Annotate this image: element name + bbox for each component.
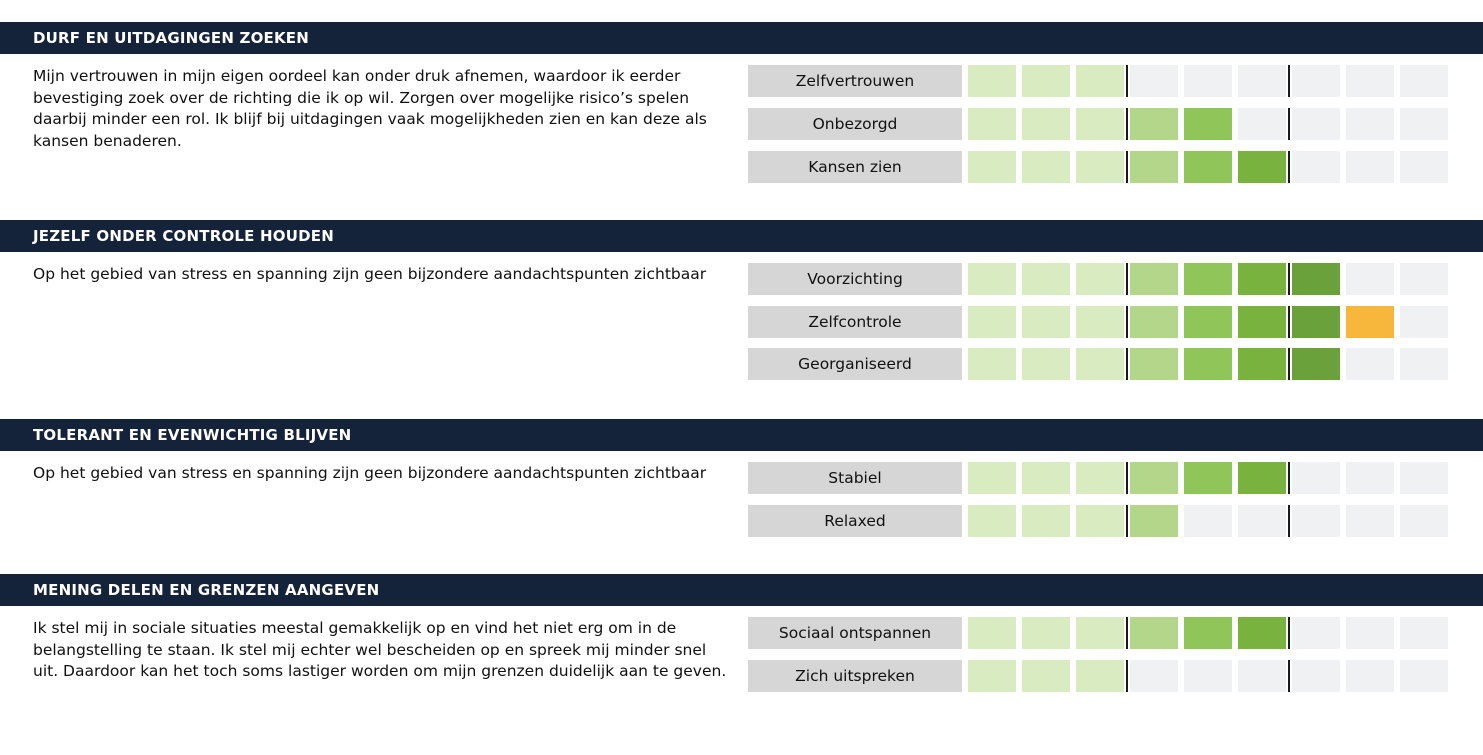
scale-cell <box>1076 108 1124 140</box>
scale-divider <box>1126 660 1128 692</box>
scale-cell <box>1400 660 1448 692</box>
scale-cell <box>968 108 1016 140</box>
scale-row <box>748 348 1450 380</box>
scale-divider <box>1288 151 1290 183</box>
scale-divider <box>1126 263 1128 295</box>
section-tolerant <box>0 419 1483 569</box>
scale-cell <box>1238 348 1286 380</box>
section-header <box>0 419 1483 451</box>
scale-cell <box>1022 65 1070 97</box>
section-title: TOLERANT EN EVENWICHTIG BLIJVEN <box>33 426 352 444</box>
scale-cell <box>968 65 1016 97</box>
scale-cell <box>1346 306 1394 338</box>
scale-row <box>748 505 1450 537</box>
scale-label: Zich uitspreken <box>748 660 962 692</box>
scale-cell <box>1184 348 1232 380</box>
scale-cell <box>1184 263 1232 295</box>
scale-cell <box>1184 660 1232 692</box>
scale-divider <box>1288 306 1290 338</box>
scale-cell <box>1292 348 1340 380</box>
scale-row <box>748 306 1450 338</box>
scale-divider <box>1126 348 1128 380</box>
scale-cell <box>1238 617 1286 649</box>
scale-divider <box>1126 505 1128 537</box>
scale-cell <box>1022 505 1070 537</box>
scale-cell <box>1346 617 1394 649</box>
scale-cell <box>1130 108 1178 140</box>
scale-cell <box>968 263 1016 295</box>
scale-cell <box>1346 151 1394 183</box>
scale-cell <box>1022 108 1070 140</box>
scale-cell <box>1292 108 1340 140</box>
scale-cell <box>968 505 1016 537</box>
scale-label: Georganiseerd <box>748 348 962 380</box>
scale-row <box>748 65 1450 97</box>
scale-cell <box>968 617 1016 649</box>
scale-cell <box>1400 505 1448 537</box>
scale-cell <box>1238 505 1286 537</box>
scale-label: Voorzichting <box>748 263 962 295</box>
section-description: Op het gebied van stress en spanning zijn geen bijzondere aandachtspunten zichtbaar <box>33 265 707 283</box>
scale-cell <box>968 348 1016 380</box>
scale-cell <box>1184 151 1232 183</box>
scale-divider <box>1126 462 1128 494</box>
scale-cell <box>1076 65 1124 97</box>
scale-cell <box>1400 108 1448 140</box>
scale-cell <box>1238 151 1286 183</box>
scale-row <box>748 660 1450 692</box>
scale-cell <box>1184 617 1232 649</box>
scale-divider <box>1288 348 1290 380</box>
scale-cell <box>1022 348 1070 380</box>
scale-cell <box>1184 108 1232 140</box>
section-mening <box>0 574 1483 744</box>
scale-cell <box>1130 505 1178 537</box>
scale-label: Relaxed <box>748 505 962 537</box>
scale-cell <box>1346 263 1394 295</box>
scale-label: Zelfvertrouwen <box>748 65 962 97</box>
scale-cell <box>1400 263 1448 295</box>
scale-label: Stabiel <box>748 462 962 494</box>
scale-cell <box>1130 462 1178 494</box>
scale-divider <box>1126 65 1128 97</box>
scale-divider <box>1288 263 1290 295</box>
scale-cell <box>1076 660 1124 692</box>
scale-cell <box>1238 660 1286 692</box>
scale-cell <box>1022 660 1070 692</box>
scale-cell <box>1346 65 1394 97</box>
scale-cell <box>1346 505 1394 537</box>
scale-cell <box>968 462 1016 494</box>
scale-cell <box>1292 151 1340 183</box>
scale-cell <box>1022 462 1070 494</box>
scale-cell <box>1292 263 1340 295</box>
scale-cell <box>1238 108 1286 140</box>
scale-row <box>748 151 1450 183</box>
scale-cell <box>968 151 1016 183</box>
scale-cell <box>1076 151 1124 183</box>
scale-divider <box>1288 617 1290 649</box>
scale-cell <box>1292 65 1340 97</box>
scale-label: Zelfcontrole <box>748 306 962 338</box>
scale-cell <box>1184 462 1232 494</box>
scale-cell <box>1400 306 1448 338</box>
scale-cell <box>968 306 1016 338</box>
section-title: JEZELF ONDER CONTROLE HOUDEN <box>33 227 334 245</box>
scale-cell <box>1238 462 1286 494</box>
scale-label: Onbezorgd <box>748 108 962 140</box>
scale-cell <box>1130 263 1178 295</box>
scale-cell <box>1238 306 1286 338</box>
scale-cell <box>1238 263 1286 295</box>
scale-cell <box>1130 151 1178 183</box>
scale-cell <box>1400 617 1448 649</box>
scale-cell <box>1292 617 1340 649</box>
section-header <box>0 574 1483 606</box>
scale-cell <box>1346 462 1394 494</box>
section-description: Mijn vertrouwen in mijn eigen oordeel kan onder druk afnemen, waardoor ik eerder bevestiging zoek over de richting die ik op wil. Zorgen over mogelijke risico’s spelen daarbij minder een rol. Ik blijf bij uitdagingen vaak mogelijkheden zien en kan deze als kansen benaderen. <box>33 67 707 150</box>
scale-row <box>748 108 1450 140</box>
section-header <box>0 220 1483 252</box>
scale-cell <box>1130 348 1178 380</box>
scale-cell <box>1346 660 1394 692</box>
scale-cell <box>1184 65 1232 97</box>
scale-cell <box>1130 306 1178 338</box>
scale-cell <box>1022 617 1070 649</box>
scale-cell <box>1292 660 1340 692</box>
scale-divider <box>1126 151 1128 183</box>
scale-row <box>748 617 1450 649</box>
scale-divider <box>1288 660 1290 692</box>
scale-divider <box>1126 108 1128 140</box>
scale-cell <box>1022 263 1070 295</box>
scale-cell <box>1238 65 1286 97</box>
scale-cell <box>1076 263 1124 295</box>
section-title: DURF EN UITDAGINGEN ZOEKEN <box>33 29 310 47</box>
scale-cell <box>968 660 1016 692</box>
section-durf <box>0 22 1483 212</box>
section-controle <box>0 220 1483 410</box>
scale-cell <box>1130 660 1178 692</box>
scale-row <box>748 462 1450 494</box>
scale-divider <box>1288 505 1290 537</box>
scale-cell <box>1076 306 1124 338</box>
scale-cell <box>1292 462 1340 494</box>
section-header <box>0 22 1483 54</box>
scale-cell <box>1292 306 1340 338</box>
section-description: Op het gebied van stress en spanning zijn geen bijzondere aandachtspunten zichtbaar <box>33 464 707 482</box>
scale-divider <box>1288 65 1290 97</box>
scale-cell <box>1184 306 1232 338</box>
scale-divider <box>1288 108 1290 140</box>
scale-cell <box>1400 65 1448 97</box>
section-description: Ik stel mij in sociale situaties meestal gemakkelijk op en vind het niet erg om in de belangstelling te staan. Ik stel mij echter wel bescheiden op en spreek mij minder snel uit. Daardoor kan het toch soms lastiger worden om mijn grenzen duidelijk aan te geven. <box>33 619 727 680</box>
scale-cell <box>1400 462 1448 494</box>
scale-cell <box>1400 151 1448 183</box>
scale-divider <box>1126 617 1128 649</box>
scale-cell <box>1076 505 1124 537</box>
scale-cell <box>1400 348 1448 380</box>
scale-label: Kansen zien <box>748 151 962 183</box>
scale-row <box>748 263 1450 295</box>
section-title: MENING DELEN EN GRENZEN AANGEVEN <box>33 581 380 599</box>
scale-cell <box>1184 505 1232 537</box>
scale-cell <box>1076 617 1124 649</box>
scale-cell <box>1292 505 1340 537</box>
scale-cell <box>1346 348 1394 380</box>
scale-divider <box>1288 462 1290 494</box>
scale-cell <box>1076 348 1124 380</box>
scale-cell <box>1022 306 1070 338</box>
scale-divider <box>1126 306 1128 338</box>
scale-cell <box>1022 151 1070 183</box>
scale-cell <box>1076 462 1124 494</box>
scale-label: Sociaal ontspannen <box>748 617 962 649</box>
scale-cell <box>1130 65 1178 97</box>
scale-cell <box>1130 617 1178 649</box>
scale-cell <box>1346 108 1394 140</box>
